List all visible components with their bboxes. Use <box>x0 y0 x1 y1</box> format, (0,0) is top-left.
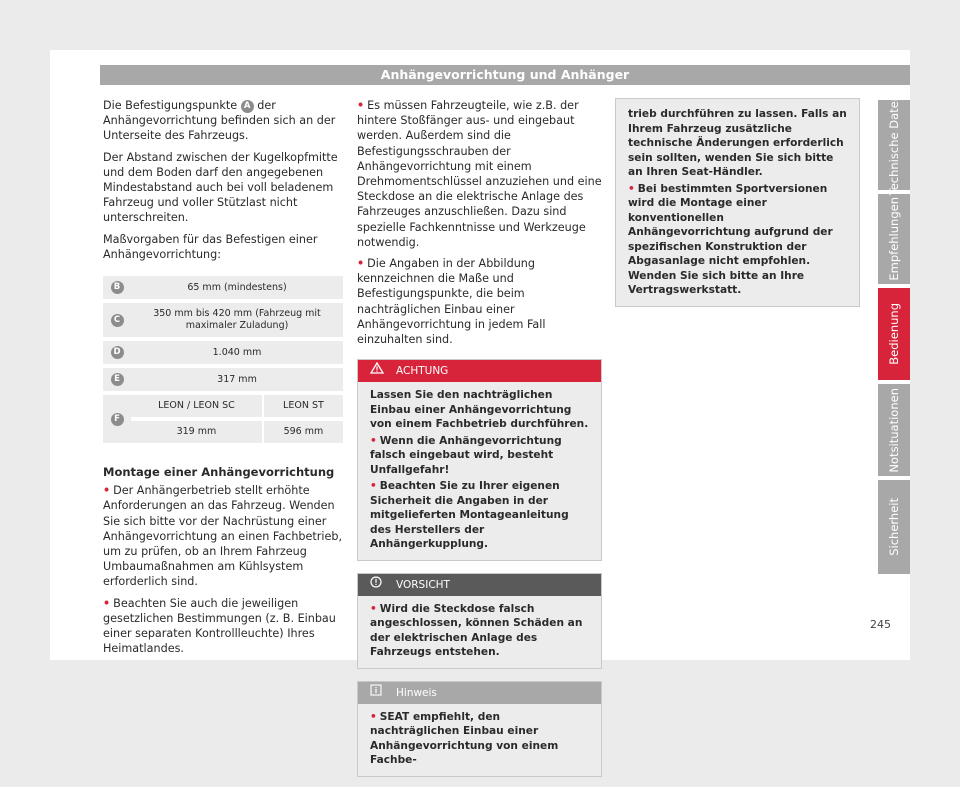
bullet-icon: • <box>370 434 377 447</box>
note-box-continued <box>615 98 860 307</box>
caution-box-header <box>358 574 601 596</box>
table-row <box>103 368 343 391</box>
page <box>50 50 910 767</box>
bullet-icon: • <box>357 99 365 112</box>
table-row <box>103 421 343 443</box>
value-leon: 319 mm <box>131 421 264 443</box>
col-header-leon-st: LEON ST <box>264 395 343 417</box>
paragraph-mounting-points: Die Befestigungspunkte A der Anhängevorrichtung befinden sich an der Unterseite des Fahrzeugs. <box>103 99 336 143</box>
tab-bedienung[interactable]: Bedienung <box>878 288 910 380</box>
bullet-item: • Beachten Sie auch die jeweiligen gesetzlichen Bestimmungen (z. B. Einbau einer separaten Kontrollleuchte) Ihres Heimatlandes. <box>103 596 336 656</box>
marker-d-icon: D <box>111 346 124 359</box>
tab-sicherheit[interactable]: Sicherheit <box>878 480 910 574</box>
col-header-leon: LEON / LEON SC <box>131 395 264 417</box>
bullet-item: • Wenn die Anhängevorrichtung falsch eingebaut wird, besteht Unfallgefahr! <box>370 434 562 476</box>
tab-technische-daten[interactable]: Technische Daten <box>878 100 910 190</box>
marker-a-icon: A <box>241 100 254 113</box>
bullet-icon: • <box>370 602 377 615</box>
bullet-icon: • <box>103 596 111 610</box>
bullet-item: • Bei bestimmten Sportversionen wird die Montage einer konventionellen Anhängevorrichtung aufgrund der spezifischen Konstruktion der Abgasanlage nicht empfohlen. Wenden Sie sich bitte an Ihre Vertragswerkstatt. <box>628 182 833 296</box>
bullet-icon: • <box>628 182 635 195</box>
warning-box-header <box>358 360 601 382</box>
bullet-icon: • <box>370 480 377 493</box>
note-continued-text: trieb durchführen zu lassen. Falls an Ihrem Fahrzeug zusätzliche technische Änderungen erforderlich sein sollten, wenden Sie sich bitte an Ihren Seat-Händler. <box>628 108 847 178</box>
bullet-item: • Wird die Steckdose falsch angeschlossen, können Schäden an der elektrischen Anlage des Fahrzeugs entstehen. <box>370 602 583 659</box>
note-box-header <box>358 682 601 704</box>
bullet-icon: • <box>103 484 111 498</box>
bullet-item: • Die Angaben in der Abbildung kennzeichnen die Maße und Befestigungspunkte, die beim nachträglichen Einbau einer Anhängevorrichtung in jedem Fall einzuhalten sind. <box>357 257 546 347</box>
row-key <box>103 395 131 443</box>
row-value: 1.040 mm <box>131 341 343 364</box>
table-row <box>103 276 343 299</box>
warning-triangle-icon <box>370 360 396 382</box>
note-info-icon <box>370 682 396 704</box>
note-box <box>357 681 602 777</box>
warning-body <box>358 382 601 560</box>
tab-notsituationen[interactable]: Notsituationen <box>878 384 910 476</box>
column-right <box>615 98 860 307</box>
row-value: 65 mm (mindestens) <box>131 276 343 299</box>
marker-b-icon: B <box>111 281 124 294</box>
table-row <box>103 341 343 364</box>
caution-title: VORSICHT <box>396 578 450 591</box>
page-header: Anhängevorrichtung und Anhänger <box>100 65 910 85</box>
bullet-item: • Beachten Sie zu Ihrer eigenen Sicherheit die Angaben in der mitgelieferten Montageanleitung des Herstellers der Anhängerkupplung. <box>370 480 569 551</box>
caution-circle-icon <box>370 574 396 596</box>
row-key <box>103 341 131 364</box>
marker-c-icon: C <box>111 314 124 327</box>
section-tabs <box>878 94 910 578</box>
paragraph-specs-intro: Maßvorgaben für das Befestigen einer Anhängevorrichtung: <box>103 232 318 261</box>
marker-e-icon: E <box>111 373 124 386</box>
row-key <box>103 368 131 391</box>
warning-box <box>357 359 602 561</box>
note-title: Hinweis <box>396 686 437 699</box>
marker-f-icon: F <box>111 413 124 426</box>
caution-box <box>357 573 602 669</box>
bullet-icon: • <box>370 710 377 723</box>
bullet-item: • Es müssen Fahrzeugteile, wie z.B. der hintere Stoßfänger aus- und eingebaut werden. Außerdem sind die Befestigungsschrauben der Anhängevorrichtung mit einem Drehmomentschlüssel anzuziehen und eine Steckdose an die elektrische Anlage des Fahrzeuges anzuschließen. Dazu sind spezielle Fachkenntnisse und Werkzeuge notwendig. <box>357 99 602 249</box>
table-row <box>103 303 343 337</box>
row-key <box>103 276 131 299</box>
row-key <box>103 303 131 337</box>
column-middle <box>357 98 602 787</box>
note-body <box>358 704 601 776</box>
warning-title: ACHTUNG <box>396 365 449 378</box>
bullet-item: • SEAT empfiehlt, den nachträglichen Einbau einer Anhängevorrichtung von einem Fachbe- <box>370 710 559 767</box>
bullet-icon: • <box>357 257 365 271</box>
page-number: 245 <box>870 618 891 631</box>
row-value: 317 mm <box>131 368 343 391</box>
warning-intro: Lassen Sie den nachträglichen Einbau einer Anhängevorrichtung von einem Fachbetrieb durchführen. <box>370 389 589 431</box>
column-left <box>103 98 343 662</box>
value-leon-st: 596 mm <box>264 421 343 443</box>
bullet-item: • Der Anhängerbetrieb stellt erhöhte Anforderungen an das Fahrzeug. Wenden Sie sich bitte vor der Nachrüstung einer Anhängevorrichtung an einen Fachbetrieb, um zu prüfen, ob an Ihrem Fahrzeug Umbaumaßnahmen am Kühlsystem erforderlich sind. <box>103 484 343 589</box>
dimensions-table <box>103 272 343 447</box>
tab-empfehlungen[interactable]: Empfehlungen <box>878 194 910 284</box>
caution-body <box>358 596 601 668</box>
section-heading-mounting: Montage einer Anhängevorrichtung <box>103 465 335 480</box>
row-value: 350 mm bis 420 mm (Fahrzeug mit maximaler Zuladung) <box>131 303 343 337</box>
paragraph-distance: Der Abstand zwischen der Kugelkopfmitte und dem Boden darf den angegebenen Mindestabstand auch bei voll beladenem Fahrzeug und voller Stützlast nicht unterschreiten. <box>103 150 338 225</box>
table-row <box>103 395 343 417</box>
